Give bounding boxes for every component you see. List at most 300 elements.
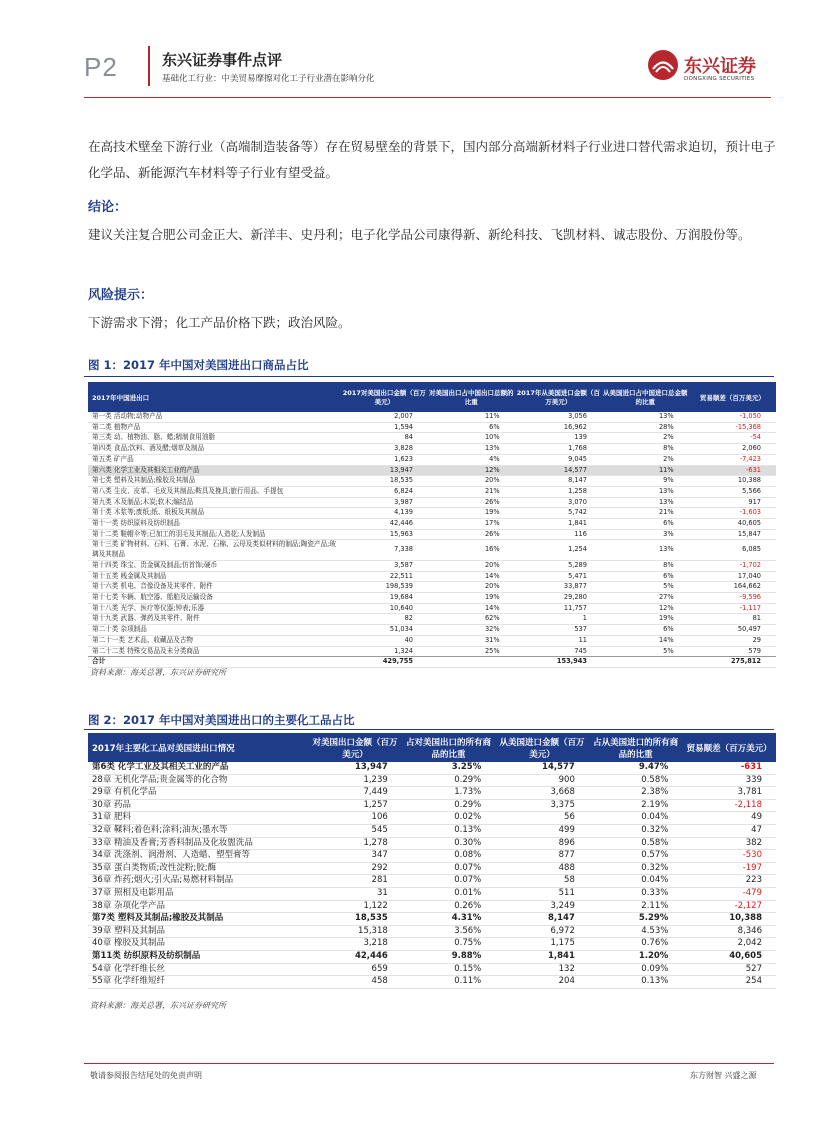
table-cell: 10,640 [389, 603, 413, 612]
table-cell: 0.75% [402, 938, 495, 951]
table-cell: 58 [495, 875, 589, 888]
table-cell: 56 [495, 812, 589, 825]
row-label: 第四类 食品;饮料、酒及醋;烟草及制品 [92, 444, 205, 453]
table-row [88, 593, 776, 604]
risk-paragraph: 下游需求下滑；化工产品价格下跌；政治风险。 [88, 315, 351, 330]
table-cell: 3.25% [402, 762, 495, 774]
table-cell: 1.73% [402, 787, 495, 800]
row-label: 第一类 活动物;动物产品 [92, 412, 163, 420]
table-row [88, 508, 776, 519]
table-cell: 13% [658, 486, 674, 495]
table-cell: 17,040 [737, 571, 761, 580]
table-cell: 1 [582, 614, 587, 623]
row-label: 37章 照相及电影用品 [88, 887, 308, 900]
row-label: 38章 杂项化学产品 [88, 900, 308, 913]
row-label: 合计 [88, 657, 341, 668]
table-row [88, 963, 776, 976]
table-cell: 29 [752, 635, 761, 644]
table-cell: 12% [658, 603, 674, 612]
table-cell: 545 [308, 824, 402, 837]
row-label: 30章 药品 [88, 799, 308, 812]
table-cell: 0.58% [589, 837, 682, 850]
table-cell: 2% [663, 454, 674, 463]
table-cell: 1,841 [568, 519, 587, 528]
table-cell: 11% [484, 412, 500, 420]
table-cell: 3,668 [495, 787, 589, 800]
footer-slogan: 东方财智 兴盛之源 [690, 1071, 757, 1080]
row-label: 28章 无机化学品;贵金属等的化合物 [88, 774, 308, 787]
table-cell: 14% [484, 603, 500, 612]
table-cell: 26% [484, 497, 500, 506]
table-cell: 11,757 [563, 603, 587, 612]
table-cell: 3,070 [568, 497, 587, 506]
table-cell: -631 [682, 762, 776, 774]
table-cell: 0.29% [402, 799, 495, 812]
page-number: P2 [84, 52, 118, 82]
table-cell: -1,603 [739, 508, 761, 517]
table-cell: 13% [484, 444, 500, 453]
table-cell: 82 [404, 614, 413, 623]
table-cell: 19% [484, 593, 500, 602]
table-cell: 0.13% [589, 976, 682, 989]
column-header: 2017对美国出口金额（百万美元） [341, 382, 428, 412]
table-cell: 3,781 [682, 787, 776, 800]
table-cell: 19% [484, 508, 500, 517]
table-cell: 1,122 [308, 900, 402, 913]
table-cell: 0.13% [402, 824, 495, 837]
row-label: 第十一类 纺织原料及纺织制品 [92, 519, 180, 528]
table-row [88, 950, 776, 963]
table-row [88, 850, 776, 863]
table-cell: 917 [748, 497, 761, 506]
row-label: 第7类 塑料及其制品;橡胶及其制品 [88, 913, 308, 926]
table-cell: 8,147 [495, 913, 589, 926]
company-logo [648, 50, 758, 90]
table-cell: 81 [752, 614, 761, 623]
row-label: 36章 炸药;烟火;引火品;易燃材料制品 [88, 875, 308, 888]
table-cell: 11 [578, 635, 587, 644]
row-label: 第三类 动、植物油、脂、蜡;精制食用油脂 [92, 433, 216, 442]
table-cell: 0.29% [402, 774, 495, 787]
table-cell: 8% [663, 444, 674, 453]
table-header-row [88, 382, 776, 412]
table-row [88, 925, 776, 938]
row-label: 第七类 塑料及其制品;橡胶及其制品 [92, 476, 196, 485]
column-header: 2017年从美国进口金额（百万美元） [515, 382, 602, 412]
table-cell [602, 657, 689, 668]
row-label: 第二十二类 特殊交易品及未分类商品 [92, 646, 200, 655]
table-cell: 0.33% [589, 887, 682, 900]
row-label: 54章 化学纤维长丝 [88, 963, 308, 976]
table-cell: 2,042 [682, 938, 776, 951]
table-cell: 4.31% [402, 913, 495, 926]
table-row [88, 454, 776, 465]
table-cell: 0.26% [402, 900, 495, 913]
table-cell: 3,828 [394, 444, 413, 453]
table-cell: 33,877 [563, 582, 587, 591]
table-cell: 2.38% [589, 787, 682, 800]
table-cell: 116 [574, 529, 587, 538]
table-cell: 458 [308, 976, 402, 989]
table-cell: 1,257 [308, 799, 402, 812]
table-cell: 2,060 [742, 444, 761, 453]
conclusion-paragraph: 建议关注复合肥公司金正大、新洋丰、史丹利；电子化学品公司康得新、新纶科技、飞凯材料、诚志股份、万润股份等。 [88, 227, 751, 242]
table-cell: 5,289 [568, 560, 587, 569]
table-row [88, 476, 776, 487]
table-cell: 6% [489, 422, 500, 431]
row-label: 40章 橡胶及其制品 [88, 938, 308, 951]
table-row [88, 560, 776, 571]
table-cell: 0.01% [402, 887, 495, 900]
table-cell: 40 [404, 635, 413, 644]
table-cell: 13,947 [308, 762, 402, 774]
report-subtitle: 基础化工行业：中美贸易摩擦对化工子行业潜在影响分化 [162, 74, 375, 84]
table-cell: 21% [658, 508, 674, 517]
table-cell: 5,471 [568, 571, 587, 580]
table-cell: 21% [484, 486, 500, 495]
table-cell: 0.11% [402, 976, 495, 989]
header-rule [84, 97, 771, 98]
table-row [88, 625, 776, 636]
table-cell: 14,577 [515, 465, 602, 476]
table-row [88, 486, 776, 497]
table-row [88, 444, 776, 455]
table-cell: 429,755 [341, 657, 428, 668]
row-label: 第十类 木浆等;废纸;纸、纸板及其制品 [92, 508, 205, 517]
table-cell: 1,239 [308, 774, 402, 787]
table-cell: 537 [574, 625, 587, 634]
table-cell: 27% [658, 593, 674, 602]
table-cell: 139 [574, 433, 587, 442]
row-label: 第十五类 贱金属及其制品 [92, 571, 167, 580]
table-cell: 3,375 [495, 799, 589, 812]
table-cell: -197 [682, 862, 776, 875]
table-cell: 4% [489, 454, 500, 463]
table-cell: 3,987 [394, 497, 413, 506]
table-cell: 84 [404, 433, 413, 442]
table-cell: 16% [484, 545, 500, 554]
table-cell: 9% [663, 476, 674, 485]
table-cell: -9,596 [739, 593, 761, 602]
column-header: 对美国出口金额（百万美元） [308, 733, 402, 762]
row-label: 第二类 植物产品 [92, 422, 141, 431]
table-row [88, 465, 776, 476]
logo-en-text: DONGXING SECURITIES [684, 76, 755, 82]
table-cell: 29,280 [563, 593, 587, 602]
table-cell: 579 [748, 646, 761, 655]
table-cell: 50,497 [737, 625, 761, 634]
table-cell: 254 [682, 976, 776, 989]
table-cell: 11% [602, 465, 689, 476]
table-cell: 5% [663, 646, 674, 655]
table-row [88, 913, 776, 926]
row-label: 第十三类 矿物材料、石料、石膏、水泥、石棉、云母及类似材料的制品;陶瓷产品;玻璃及其制品 [92, 540, 336, 559]
table-cell: 0.07% [402, 875, 495, 888]
row-label: 34章 洗涤剂、润滑剂、人造蜡、塑型膏等 [88, 850, 308, 863]
table-cell: -15,368 [735, 422, 761, 431]
table-cell [428, 657, 515, 668]
table-cell: 0.32% [589, 824, 682, 837]
table-cell: 19,684 [389, 593, 413, 602]
table-cell: 13,947 [341, 465, 428, 476]
table-cell: 31 [308, 887, 402, 900]
figure2-rule [84, 729, 774, 730]
table-cell: 132 [495, 963, 589, 976]
row-label: 第6类 化学工业及其相关工业的产品 [88, 762, 308, 774]
table-cell: 8% [663, 560, 674, 569]
table-cell: 488 [495, 862, 589, 875]
table-row [88, 887, 776, 900]
table-cell: 3,218 [308, 938, 402, 951]
table-row [88, 422, 776, 433]
table-cell: 1,175 [495, 938, 589, 951]
table-cell: 1,841 [495, 950, 589, 963]
table-cell: 0.07% [402, 862, 495, 875]
table-cell: 14% [658, 635, 674, 644]
table-cell: 9.47% [589, 762, 682, 774]
table-cell: 6,085 [742, 545, 761, 554]
conclusion-heading: 结论： [88, 200, 128, 215]
table-cell: 22,511 [389, 571, 413, 580]
table-cell: 281 [308, 875, 402, 888]
table-cell: -2,118 [682, 799, 776, 812]
table-cell: 6% [663, 519, 674, 528]
table-cell: 382 [682, 837, 776, 850]
table-cell: 16,962 [563, 422, 587, 431]
table-cell: -530 [682, 850, 776, 863]
table-cell: 8,346 [682, 925, 776, 938]
table-row [88, 837, 776, 850]
figure2-title: 图 2：2017 年中国对美国进出口的主要化工品占比 [88, 713, 355, 727]
table-row [88, 529, 776, 540]
table-cell: 51,034 [389, 625, 413, 634]
table-row [88, 635, 776, 646]
table-row [88, 900, 776, 913]
column-header: 从美国进口占中国进口总金额的比重 [602, 382, 689, 412]
table-cell: 339 [682, 774, 776, 787]
table-row [88, 540, 776, 561]
row-label: 第二十类 杂项制品 [92, 625, 147, 634]
row-label: 第十八类 光学、医疗等仪器;钟表;乐器 [92, 603, 205, 612]
table-row [88, 657, 776, 668]
column-header: 2017年中国进出口 [88, 382, 341, 412]
risk-heading: 风险提示： [88, 288, 154, 303]
table-cell: 19% [658, 614, 674, 623]
table-cell: 223 [682, 875, 776, 888]
table-cell: 4.53% [589, 925, 682, 938]
column-header: 对美国出口占中国出口总额的比重 [428, 382, 515, 412]
row-label: 29章 有机化学品 [88, 787, 308, 800]
row-label: 第十二类 鞋帽伞等;已加工的羽毛及其制品;人造花;人发制品 [92, 529, 266, 538]
table-cell: 32% [484, 625, 500, 634]
table-cell: 275,812 [689, 657, 776, 668]
table-cell: 5,742 [568, 508, 587, 517]
table-cell: 9,045 [568, 454, 587, 463]
row-label: 第十六类 机电、音像设备及其零件、附件 [92, 582, 213, 591]
table-cell: 20% [484, 582, 500, 591]
table-cell: 204 [495, 976, 589, 989]
row-label: 第五类 矿产品 [92, 454, 134, 463]
table-row [88, 497, 776, 508]
table-row [88, 862, 776, 875]
table-cell: 198,539 [385, 582, 413, 591]
table-cell: 1,768 [568, 444, 587, 453]
table-cell: 15,963 [389, 529, 413, 538]
table-cell: 20% [484, 476, 500, 485]
table-row [88, 571, 776, 582]
table-cell: 5% [663, 582, 674, 591]
table-cell: 1.20% [589, 950, 682, 963]
row-label: 39章 塑料及其制品 [88, 925, 308, 938]
table-cell: 40,605 [682, 950, 776, 963]
table-cell: 2.19% [589, 799, 682, 812]
table-cell: 0.04% [589, 875, 682, 888]
table-cell: 527 [682, 963, 776, 976]
column-header: 贸易顺差（百万美元） [682, 733, 776, 762]
row-label: 33章 精油及香膏;芳香料制品及化妆盥洗品 [88, 837, 308, 850]
table-cell: 106 [308, 812, 402, 825]
table-cell: 42,446 [389, 519, 413, 528]
table-cell: 2.11% [589, 900, 682, 913]
table-cell: 10,388 [737, 476, 761, 485]
row-label: 32章 鞣料;着色料;涂料;油灰;墨水等 [88, 824, 308, 837]
table-cell: 0.04% [589, 812, 682, 825]
table-cell: 0.08% [402, 850, 495, 863]
table-cell: 12% [428, 465, 515, 476]
table-cell: 3,249 [495, 900, 589, 913]
table-cell: 13% [658, 412, 674, 420]
table-row [88, 824, 776, 837]
table-cell: 20% [484, 560, 500, 569]
table-cell: 499 [495, 824, 589, 837]
footer-disclaimer: 敬请参阅报告结尾处的免责声明 [90, 1071, 202, 1080]
row-label: 第六类 化学工业及其相关工业的产品 [88, 465, 341, 476]
table-cell: 3,056 [568, 412, 587, 420]
table-cell: 18,535 [308, 913, 402, 926]
table-cell: 26% [484, 529, 500, 538]
table-cell: 42,446 [308, 950, 402, 963]
table-cell: 1,594 [394, 422, 413, 431]
table-cell: 6,972 [495, 925, 589, 938]
table-cell: 62% [484, 614, 500, 623]
row-label: 第二十一类 艺术品、收藏品及古物 [92, 635, 194, 644]
table-cell: 47 [682, 824, 776, 837]
figure1-source: 资料来源：海关总署，东兴证券研究所 [90, 668, 226, 677]
table-cell: 14% [484, 571, 500, 580]
table-cell: -1,050 [739, 412, 761, 420]
figure1-title: 图 1：2017 年中国对美国进出口商品占比 [88, 358, 309, 372]
table-cell: 2% [663, 433, 674, 442]
figure1-table [88, 382, 776, 668]
table-cell: 164,662 [733, 582, 761, 591]
table-cell: 896 [495, 837, 589, 850]
table-cell: -7,423 [739, 454, 761, 463]
table-cell: 15,847 [737, 529, 761, 538]
table-cell: 7,338 [394, 545, 413, 554]
table-row [88, 787, 776, 800]
table-cell: 659 [308, 963, 402, 976]
table-cell: 2,007 [394, 412, 413, 420]
table-cell: 8,147 [568, 476, 587, 485]
table-cell: -1,117 [739, 603, 761, 612]
table-cell: 18,535 [389, 476, 413, 485]
column-header: 2017年主要化工品对美国进出口情况 [88, 733, 308, 762]
table-cell: 5.29% [589, 913, 682, 926]
table-cell: 40,605 [737, 519, 761, 528]
table-cell: -54 [750, 433, 761, 442]
table-row [88, 774, 776, 787]
footer-rule [84, 1063, 774, 1064]
table-row [88, 875, 776, 888]
table-cell: 7,449 [308, 787, 402, 800]
table-row [88, 976, 776, 989]
table-cell: 15,318 [308, 925, 402, 938]
table-row [88, 646, 776, 657]
table-cell: 347 [308, 850, 402, 863]
table-row [88, 433, 776, 444]
table-cell: 900 [495, 774, 589, 787]
intro-paragraph: 在高技术壁垒下游行业（高端制造装备等）存在贸易壁垒的背景下，国内部分高端新材料子行业进口替代需求迫切，预计电子化学品、新能源汽车材料等子行业有望受益。 [88, 139, 776, 180]
column-header: 贸易顺差（百万美元） [689, 382, 776, 412]
table-row [88, 762, 776, 774]
table-cell: 17% [484, 519, 500, 528]
table-cell: 10% [484, 433, 500, 442]
table-cell: 5,566 [742, 486, 761, 495]
table-row [88, 603, 776, 614]
table-cell: 4,139 [394, 508, 413, 517]
table-header-row [88, 733, 776, 762]
table-cell: 3,587 [394, 560, 413, 569]
table-cell: 13% [658, 545, 674, 554]
table-cell: 0.02% [402, 812, 495, 825]
table-cell: 13% [658, 497, 674, 506]
table-cell: 1,254 [568, 545, 587, 554]
table-cell: 1,324 [394, 646, 413, 655]
table-cell: 3.56% [402, 925, 495, 938]
table-row [88, 519, 776, 530]
table-cell: 745 [574, 646, 587, 655]
table-cell: 49 [682, 812, 776, 825]
table-row [88, 614, 776, 625]
table-cell: 9.88% [402, 950, 495, 963]
row-label: 55章 化学纤维短纤 [88, 976, 308, 989]
table-cell: 0.76% [589, 938, 682, 951]
figure2-source: 资料来源：海关总署，东兴证券研究所 [90, 1001, 226, 1010]
table-cell: 25% [484, 646, 500, 655]
logo-cn-text: 东兴证券 [684, 56, 756, 77]
table-cell: 877 [495, 850, 589, 863]
table-cell: 1,623 [394, 454, 413, 463]
figure2-table [88, 733, 776, 989]
table-cell: 14,577 [495, 762, 589, 774]
table-cell: 6% [663, 625, 674, 634]
table-row [88, 412, 776, 422]
table-cell: 0.58% [589, 774, 682, 787]
table-cell: 10,388 [682, 913, 776, 926]
table-cell: 153,943 [515, 657, 602, 668]
table-cell: -1,702 [739, 560, 761, 569]
table-cell: 3% [663, 529, 674, 538]
report-title: 东兴证券事件点评 [162, 51, 283, 69]
table-cell: -2,127 [682, 900, 776, 913]
row-label: 第十九类 武器、弹药及其零件、附件 [92, 614, 200, 623]
table-row [88, 799, 776, 812]
table-cell: 31% [484, 635, 500, 644]
column-header: 从美国进口金额（百万美元） [495, 733, 589, 762]
row-label: 第十七类 车辆、航空器、船舶及运输设备 [92, 593, 213, 602]
table-cell: 0.15% [402, 963, 495, 976]
table-row [88, 582, 776, 593]
